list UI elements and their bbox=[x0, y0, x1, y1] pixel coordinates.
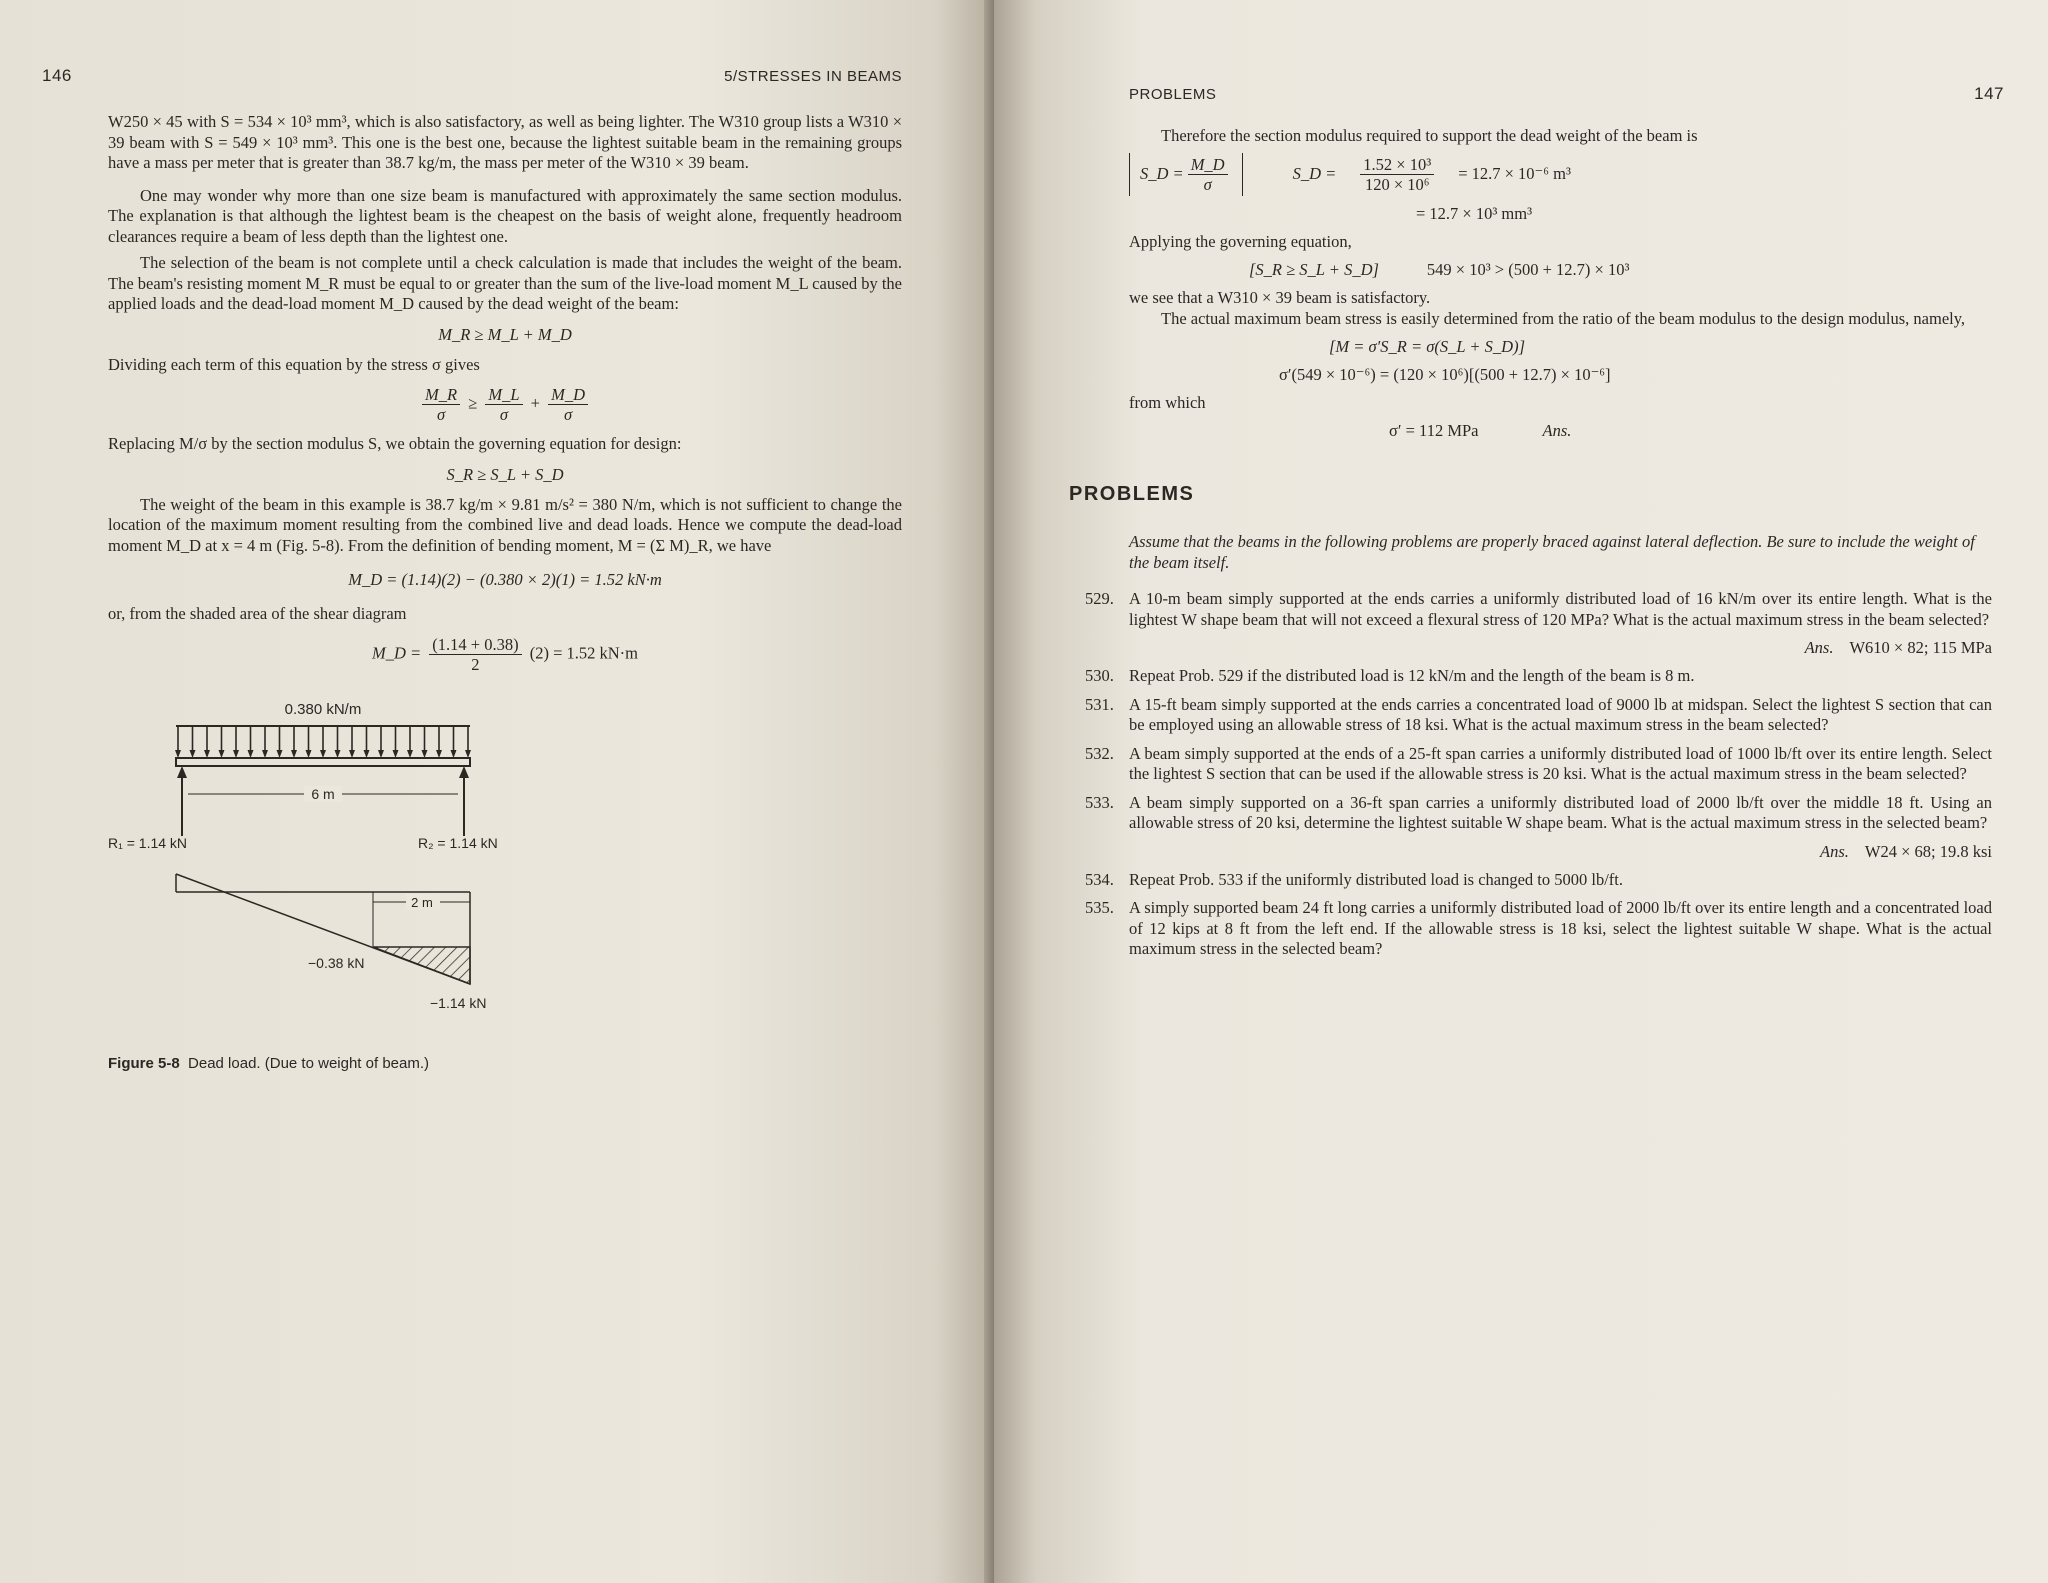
right-paragraph-2: Applying the governing equation, bbox=[1129, 231, 1352, 251]
shear-end-label: −1.14 kN bbox=[430, 994, 487, 1011]
problem-text: A 15-ft beam simply supported at the ends carries a concentrated load of 9000 lb at midspan. Select the lightest S section that can be employed using an allowable stress of 18 ksi. What is the actual maximum stress in the beam selected? bbox=[1129, 694, 1992, 734]
equation-governing: S_R ≥ S_L + S_D bbox=[446, 464, 564, 484]
left-paragraph-5: Replacing M/σ by the section modulus S, we obtain the governing equation for design: bbox=[108, 434, 682, 453]
r1-label: R₁ = 1.14 kN bbox=[108, 834, 188, 851]
problem-text: A 10-m beam simply supported at the ends carries a uniformly distributed load of 16 kN/m over its entire length. What is the lightest W shape beam that will not exceed a flexural stress of 120 MPa? What is the actual maximum stress in the beam selected? bbox=[1129, 589, 1992, 629]
problem-item bbox=[1085, 666, 1992, 687]
equation-stress-ratio: [M = σ′S_R = σ(S_L + S_D)] bbox=[1329, 337, 1525, 356]
problem-text: Repeat Prob. 529 if the distributed load is 12 kN/m and the length of the beam is 8 m. bbox=[1129, 666, 1695, 685]
equation-stress-expanded: σ′(549 × 10⁻⁶) = (120 × 10⁶)[(500 + 12.7) × 10⁻⁶] bbox=[1279, 365, 1611, 384]
problem-number: 529. bbox=[1085, 589, 1114, 608]
shaded-area bbox=[373, 947, 470, 984]
left-paragraph-1: W250 × 45 with S = 534 × 10³ mm³, which is also satisfactory, as well as being lighter. The W310 group lists a W310 × 39 beam with S = 549 × 10³ mm³. This one is the best one, because the lightest suitable beam in the remaining groups have a mass per meter that is greater than 38.7 kg/m, the mass per meter of the W310 × 39 beam. bbox=[108, 112, 902, 172]
equation-section-modulus-mm: = 12.7 × 10³ mm³ bbox=[1416, 203, 1533, 223]
right-paragraph-4: The actual maximum beam stress is easily determined from the ratio of the beam modulus to the design modulus, namely, bbox=[1161, 308, 1966, 328]
left-paragraph-2: One may wonder why more than one size beam is manufactured with approximately the same section modulus. The explanation is that although the lightest beam is the cheapest on the basis of weight alone, frequently headroom clearances require a beam of less depth than the lightest one. bbox=[108, 185, 902, 246]
problem-number: 532. bbox=[1085, 743, 1114, 763]
problem-text: A beam simply supported on a 36-ft span carries a uniformly distributed load of 2000 lb/ft over the middle 18 ft. Using an allowable stress of 20 ksi, determine the lightest suitable W shape beam. What is the actual maximum stress in the selected beam? bbox=[1129, 792, 1992, 832]
problem-item bbox=[1085, 898, 1992, 960]
right-paragraph-1: Therefore the section modulus required to support the dead weight of the beam is bbox=[1161, 126, 1698, 145]
right-page bbox=[994, 0, 2048, 1583]
right-page-number: 147 bbox=[1974, 84, 2004, 103]
dead-load-diagram bbox=[108, 696, 628, 1046]
problem-text: A simply supported beam 24 ft long carries a uniformly distributed load of 2000 lb/ft over its entire length and a concentrated load of 12 kips at 8 ft from the left end. If the allowable stress is 18 ksi, select the lightest suitable W shape. What is the actual maximum stress in the selected beam? bbox=[1129, 898, 1992, 958]
equation-result: σ′ = 112 MPa Ans. bbox=[1389, 421, 1572, 440]
equation-divided: $\frac{M\_R}{\sigma}$ ≥ $\frac{M\_L}{\sigma}$ + $\frac{M\_D}{\sigma}$ bbox=[108, 385, 902, 424]
problem-item bbox=[1085, 589, 1992, 658]
right-running-head bbox=[1129, 84, 2004, 104]
problem-text: Repeat Prob. 533 if the uniformly distributed load is changed to 5000 lb/ft. bbox=[1129, 869, 1624, 889]
problem-item bbox=[1085, 869, 1992, 891]
figure-5-8 bbox=[108, 696, 628, 1076]
shear-mid-label: −0.38 kN bbox=[308, 954, 365, 971]
problem-number: 530. bbox=[1085, 666, 1114, 685]
problem-text: A beam simply supported at the ends of a 25-ft span carries a uniformly distributed load of 1000 lb/ft over its entire length. Select the lightest S section that can be used if the allowable stress is 20 ksi. What is the actual maximum stress in the beam selected? bbox=[1129, 743, 1992, 783]
equation-check: [S_R ≥ S_L + S_D] 549 × 10³ > (500 + 12.7) × 10³ bbox=[1249, 260, 1630, 279]
left-paragraph-7: or, from the shaded area of the shear diagram bbox=[108, 604, 407, 623]
problems-intro: Assume that the beams in the following problems are properly braced against lateral deflection. Be sure to include the weight of the beam itself. bbox=[1129, 532, 1975, 572]
shear-diagram bbox=[176, 874, 486, 1011]
load-label: 0.380 kN/m bbox=[284, 700, 362, 718]
equation-dead-load-moment: M_D = (1.14)(2) − (0.380 × 2)(1) = 1.52 kN·m bbox=[348, 570, 662, 589]
r2-label: R₂ = 1.14 kN bbox=[418, 834, 498, 851]
left-running-head bbox=[42, 66, 902, 86]
equation-moment-sum: M_R ≥ M_L + M_D bbox=[438, 324, 572, 344]
problem-answer: Ans. W610 × 82; 115 MPa bbox=[1804, 638, 1992, 657]
problem-number: 531. bbox=[1085, 694, 1114, 714]
left-page bbox=[0, 0, 994, 1583]
problem-number: 534. bbox=[1085, 869, 1114, 889]
problem-list bbox=[1085, 589, 1992, 960]
left-page-number: 146 bbox=[42, 66, 72, 85]
problem-item bbox=[1085, 694, 1992, 736]
problems-heading: PROBLEMS bbox=[1069, 483, 1195, 505]
distributed-load-arrows bbox=[175, 726, 471, 758]
problem-answer: Ans. W24 × 68; 19.8 ksi bbox=[1820, 841, 1992, 861]
right-section-head: PROBLEMS bbox=[1129, 86, 1217, 103]
left-paragraph-6: The weight of the beam in this example is 38.7 kg/m × 9.81 m/s² = 380 N/m, which is not sufficient to change the location of the maximum moment resulting from the combined live and dead loads. Hence we compute the dead-load moment M_D at x = 4 m (Fig. 5-8). From the definition of bending moment, M = (Σ M)_R, we have bbox=[108, 494, 902, 555]
from-which: from which bbox=[1129, 393, 1206, 412]
problem-number: 533. bbox=[1085, 792, 1114, 812]
right-paragraph-3: we see that a W310 × 39 beam is satisfactory. bbox=[1129, 288, 1431, 307]
problem-number: 535. bbox=[1085, 898, 1114, 917]
figure-caption: Figure 5-8 Dead load. (Due to weight of beam.) bbox=[108, 1054, 429, 1072]
dim-label: 2 m bbox=[411, 894, 433, 910]
left-paragraph-3: The selection of the beam is not complete until a check calculation is made that includes the weight of the beam. The beam's resisting moment M_R must be equal to or greater than the sum of the live-load moment M_L caused by the applied loads and the dead-load moment M_D caused by the dead weight of the beam: bbox=[108, 253, 902, 313]
span-label: 6 m bbox=[311, 785, 335, 802]
equation-section-modulus: S_D = $\frac{M\_D}{\sigma}$ S_D = $\frac{\text{1.52 × 10³}}{\text{120 × 10⁶}}$ = 12.7 × 10⁻⁶ m³ bbox=[1129, 153, 1992, 196]
equation-shear-area: M_D = $\frac{(1.14 + 0.38)}{2}$ (2) = 1.52 kN·m bbox=[371, 634, 638, 674]
left-paragraph-4: Dividing each term of this equation by the stress σ gives bbox=[108, 354, 480, 374]
left-chapter-title: 5/STRESSES IN BEAMS bbox=[724, 68, 902, 85]
problem-item bbox=[1085, 792, 1992, 862]
problem-item bbox=[1085, 743, 1992, 785]
beam bbox=[176, 758, 470, 766]
